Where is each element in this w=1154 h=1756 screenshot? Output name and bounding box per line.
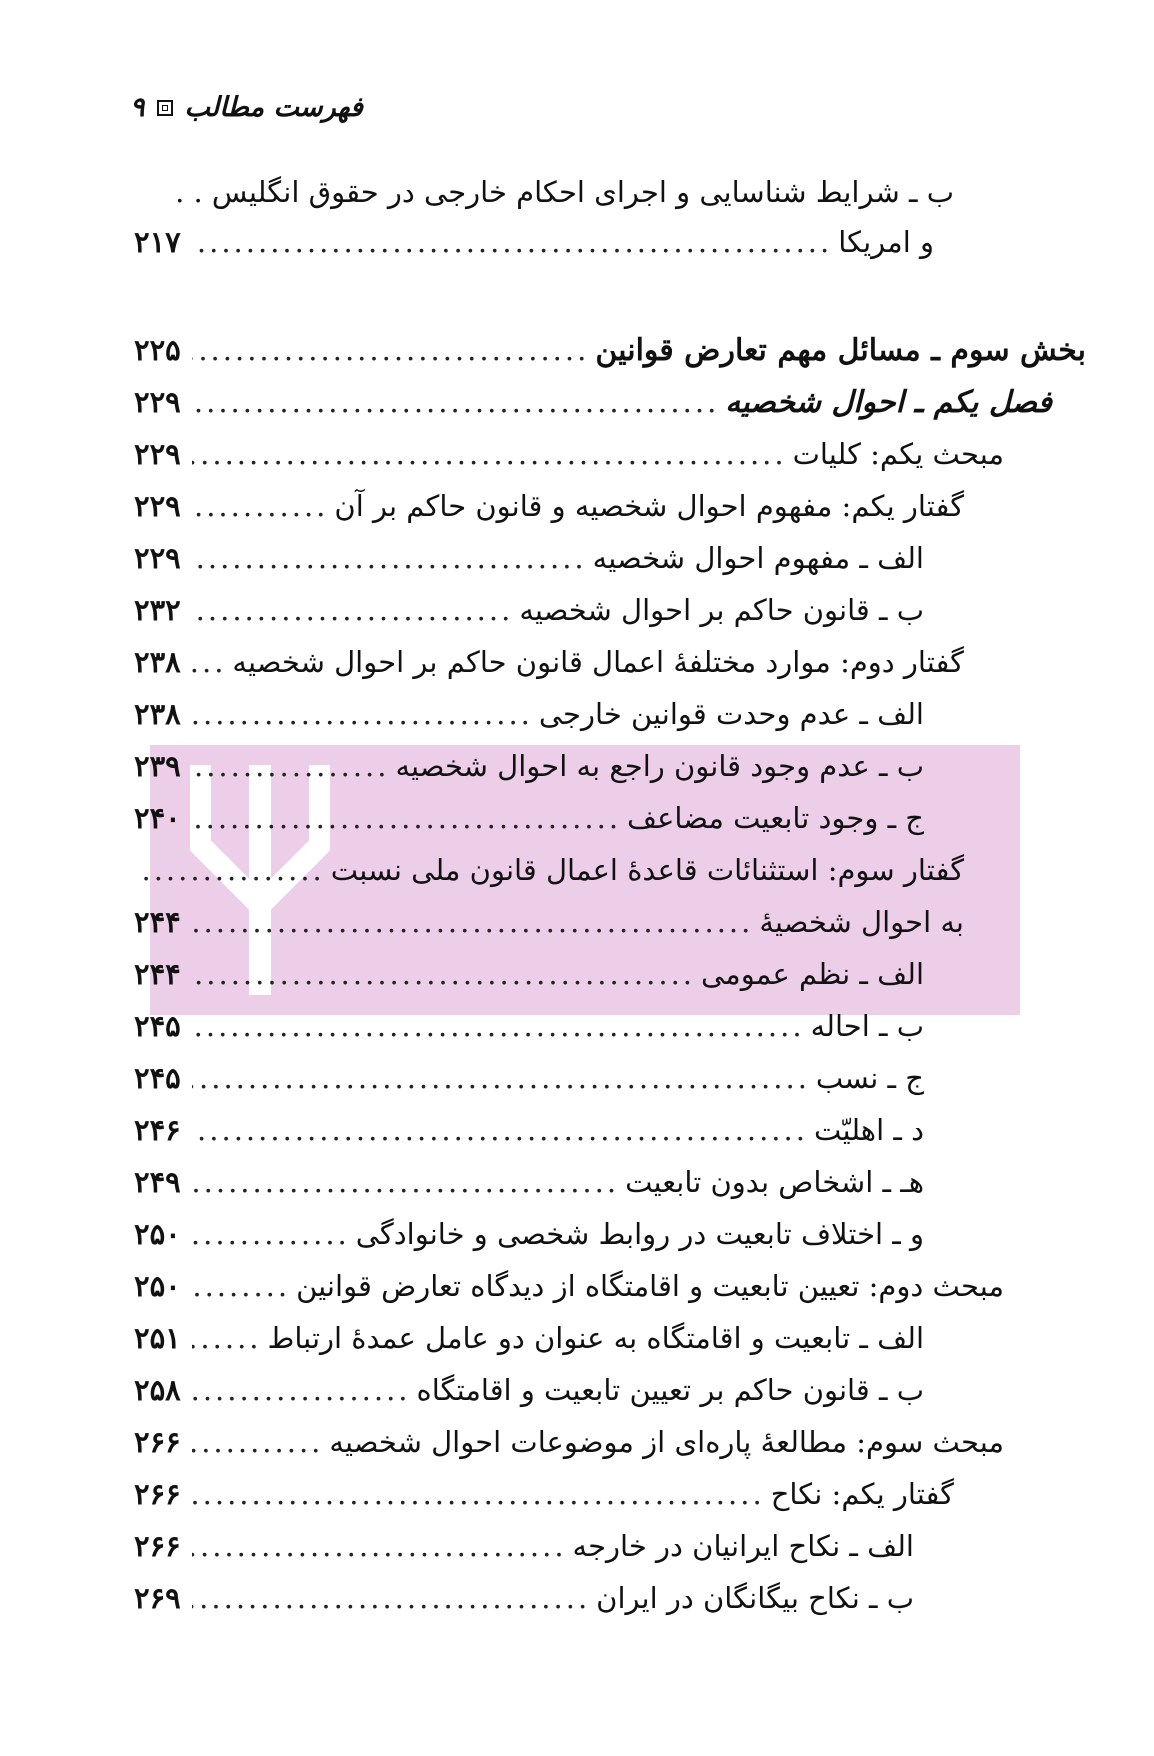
dot-leader bbox=[192, 1006, 805, 1046]
running-head-page-number: ۹ bbox=[130, 92, 145, 123]
toc-entry-page: ۲۵۸ bbox=[134, 1373, 181, 1407]
dot-leader bbox=[192, 590, 513, 630]
dot-leader bbox=[192, 798, 621, 838]
toc-entry-page: ۲۵۰ bbox=[134, 1217, 181, 1251]
running-head bbox=[130, 92, 363, 123]
toc-entry bbox=[134, 1526, 914, 1566]
dot-leader bbox=[192, 434, 787, 474]
toc-entry-page: ۲۲۵ bbox=[134, 333, 181, 367]
toc-entry-page: ۲۴۴ bbox=[134, 957, 181, 991]
toc-entry-page: ۲۱۷ bbox=[134, 225, 181, 259]
toc-entry bbox=[134, 1006, 924, 1046]
dot-leader bbox=[192, 538, 587, 578]
toc-entry-page: ۲۲۹ bbox=[134, 489, 181, 523]
toc-entry bbox=[134, 434, 1004, 474]
toc-entry-title: به احوال شخصیهٔ bbox=[759, 905, 964, 939]
dot-leader bbox=[192, 1578, 590, 1618]
toc-entry bbox=[134, 590, 924, 630]
toc-entry-page: ۲۲۹ bbox=[134, 541, 181, 575]
toc-entry-title: الف ـ نکاح ایرانیان در خارجه bbox=[572, 1529, 914, 1563]
toc-entry-page: ۲۶۹ bbox=[134, 1581, 181, 1615]
toc-entry-page: ۲۴۹ bbox=[134, 1165, 181, 1199]
toc-entry-title: الف ـ مفهوم احوال شخصیه bbox=[592, 541, 924, 575]
toc-entry-title: بخش سوم ـ مسائل مهم تعارض قوانین bbox=[595, 333, 1086, 368]
toc-entry-title: و امریکا bbox=[838, 225, 934, 259]
toc-entry-page: ۲۳۲ bbox=[134, 593, 181, 627]
toc-entry-page: ۲۴۶ bbox=[134, 1113, 181, 1147]
toc-entry bbox=[134, 1266, 1004, 1306]
dot-leader bbox=[192, 1214, 350, 1254]
toc-entry-page: ۲۴۵ bbox=[134, 1061, 181, 1095]
toc-entry-page: ۲۵۰ bbox=[134, 1269, 181, 1303]
toc-entry-title: گفتار سوم: استثنائات قاعدهٔ اعمال قانون ملی نسبت bbox=[330, 853, 964, 887]
toc-entry-title: ب ـ نکاح بیگانگان در ایران bbox=[596, 1581, 914, 1615]
toc-entry-title: گفتار یکم: نکاح bbox=[770, 1477, 954, 1511]
toc-entry-title: الف ـ نظم عمومی bbox=[701, 957, 924, 991]
toc-entry-title: الف ـ عدم وحدت قوانین خارجی bbox=[538, 697, 924, 731]
toc-entry-title: هـ ـ اشخاص بدون تابعیت bbox=[625, 1165, 924, 1199]
toc-entry bbox=[134, 1578, 914, 1618]
toc-entry bbox=[134, 694, 924, 734]
toc-entry-title: ج ـ نسب bbox=[815, 1061, 924, 1095]
toc-entry bbox=[134, 954, 924, 994]
toc-entry-title: مبحث دوم: تعیین تابعیت و اقامتگاه از دیدگاه تعارض قوانین bbox=[296, 1269, 1004, 1303]
toc-entry-title: د ـ اهلیّت bbox=[813, 1113, 924, 1147]
dot-leader bbox=[192, 486, 328, 526]
toc-entry-title: گفتار دوم: موارد مختلفهٔ اعمال قانون حاکم بر احوال شخصیه bbox=[232, 645, 964, 679]
toc-entry-page: ۲۴۴ bbox=[134, 905, 181, 939]
toc-entry bbox=[134, 1370, 924, 1410]
dot-leader bbox=[140, 850, 325, 890]
toc-entry bbox=[134, 642, 964, 682]
dot-leader bbox=[192, 1370, 411, 1410]
toc-entry-title: و ـ اختلاف تابعیت در روابط شخصی و خانوادگی bbox=[355, 1217, 924, 1251]
dot-leader bbox=[192, 1058, 810, 1098]
dot-leader bbox=[192, 902, 753, 942]
dot-leader bbox=[192, 382, 719, 422]
running-head-title: فهرست مطالب bbox=[184, 92, 363, 123]
toc-entry bbox=[134, 1318, 924, 1358]
dot-leader bbox=[192, 1474, 765, 1514]
dot-leader bbox=[192, 1266, 290, 1306]
dot-leader bbox=[192, 1526, 567, 1566]
toc-entry bbox=[134, 798, 924, 838]
toc-entry-title: مبحث یکم: کلیات bbox=[792, 437, 1004, 471]
toc-entry-page: ۲۳۹ bbox=[134, 749, 181, 783]
toc-entry-title: ب ـ احاله bbox=[810, 1009, 924, 1043]
dot-leader bbox=[192, 954, 695, 994]
dot-leader bbox=[192, 694, 533, 734]
dot-leader bbox=[192, 746, 390, 786]
dot-leader bbox=[192, 1422, 323, 1462]
toc-entry-page: ۲۳۸ bbox=[134, 697, 181, 731]
toc-entry bbox=[134, 1162, 924, 1202]
toc-entry-title: فصل یکم ـ احوال شخصیه bbox=[725, 385, 1052, 420]
dot-leader bbox=[192, 1110, 808, 1150]
toc-entry-title: مبحث سوم: مطالعهٔ پاره‌ای از موضوعات احوال شخصیه bbox=[329, 1425, 1004, 1459]
toc-entry-title: ب ـ عدم وجود قانون راجع به احوال شخصیه bbox=[395, 749, 924, 783]
dot-leader bbox=[192, 642, 226, 682]
dot-leader bbox=[192, 1318, 262, 1358]
toc-entry-page: ۲۳۸ bbox=[134, 645, 181, 679]
toc-entry bbox=[134, 1422, 1004, 1462]
toc-entry bbox=[134, 850, 964, 890]
toc-entry-title: گفتار یکم: مفهوم احوال شخصیه و قانون حاکم بر آن bbox=[334, 489, 964, 523]
toc-entry bbox=[134, 1474, 954, 1514]
toc-entry-title: ب ـ قانون حاکم بر احوال شخصیه bbox=[519, 593, 924, 627]
toc-entry bbox=[134, 330, 1086, 371]
toc-entry bbox=[134, 1058, 924, 1098]
toc-entry bbox=[134, 486, 964, 526]
dot-leader bbox=[192, 222, 832, 262]
toc-entry bbox=[174, 172, 954, 212]
toc-entry-title: ج ـ وجود تابعیت مضاعف bbox=[627, 801, 924, 835]
toc-entry-page: ۲۲۹ bbox=[134, 437, 181, 471]
toc-entry bbox=[134, 902, 964, 942]
toc-entry bbox=[134, 1110, 924, 1150]
toc-entry bbox=[134, 1214, 924, 1254]
toc-entry-page: ۲۶۶ bbox=[134, 1477, 181, 1511]
toc-entry-page: ۲۴۰ bbox=[134, 801, 181, 835]
toc-entry-title: ب ـ قانون حاکم بر تعیین تابعیت و اقامتگاه bbox=[416, 1373, 924, 1407]
dot-leader bbox=[192, 330, 589, 370]
toc-entry bbox=[134, 222, 934, 262]
toc-entry-page: ۲۲۹ bbox=[134, 385, 181, 419]
square-ornament-icon bbox=[157, 100, 173, 116]
toc-entry-page: ۲۶۶ bbox=[134, 1529, 181, 1563]
toc-entry bbox=[134, 746, 924, 786]
toc-entry-page: ۲۵۱ bbox=[134, 1321, 181, 1355]
toc-entry-title: ب ـ شرایط شناسایی و اجرای احکام خارجی در حقوق انگلیس . . bbox=[175, 175, 954, 209]
toc-entry bbox=[134, 382, 1052, 423]
toc-entry-page: ۲۴۵ bbox=[134, 1009, 181, 1043]
toc-entry-title: الف ـ تابعیت و اقامتگاه به عنوان دو عامل عمدهٔ ارتباط bbox=[267, 1321, 924, 1355]
toc-entry-page: ۲۶۶ bbox=[134, 1425, 181, 1459]
toc-entry bbox=[134, 538, 924, 578]
dot-leader bbox=[192, 1162, 619, 1202]
